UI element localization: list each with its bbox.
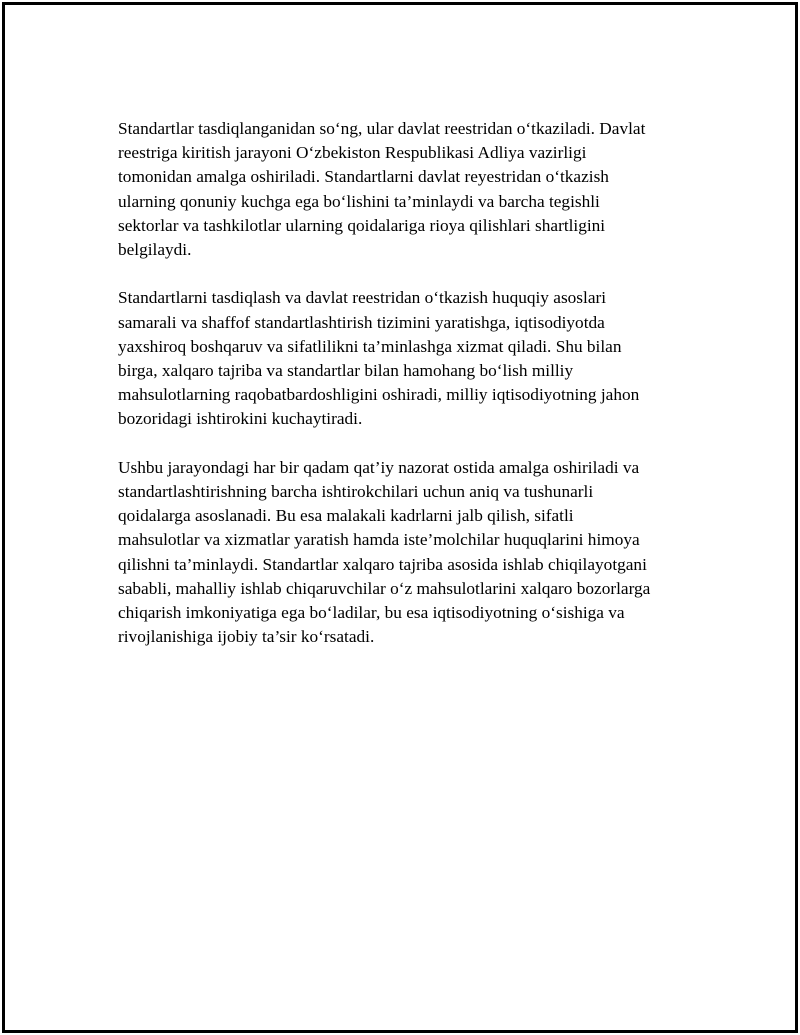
paragraph-line: Standartlarni tasdiqlash va davlat reestridan o‘tkazish huquqiy asoslari [118, 288, 607, 308]
paragraph-line: sababli, mahalliy ishlab chiqaruvchilar o‘z mahsulotlarini xalqaro bozorlarga [118, 578, 651, 598]
paragraph-line: qilishni ta’minlaydi. Standartlar xalqaro tajriba asosida ishlab chiqilayotgani [118, 554, 647, 574]
paragraph-line: ularning qonuniy kuchga ega bo‘lishini ta’minlaydi va barcha tegishli [118, 191, 600, 211]
paragraph-1 [118, 117, 698, 262]
paragraph-2 [118, 286, 698, 431]
paragraph-line: yaxshiroq boshqaruv va sifatlilikni ta’minlashga xizmat qiladi. Shu bilan [118, 336, 622, 356]
document-body [118, 117, 698, 674]
paragraph-line: belgilaydi. [118, 240, 192, 260]
paragraph-line: standartlashtirishning barcha ishtirokchilari uchun aniq va tushunarli [118, 482, 594, 502]
paragraph-line: bozoridagi ishtirokini kuchaytiradi. [118, 409, 363, 429]
paragraph-line: sektorlar va tashkilotlar ularning qoidalariga rioya qilishlari shartligini [118, 215, 606, 235]
paragraph-line: tomonidan amalga oshiriladi. Standartlarni davlat reyestridan o‘tkazish [118, 167, 609, 187]
paragraph-line: qoidalarga asoslanadi. Bu esa malakali kadrlarni jalb qilish, sifatli [118, 506, 574, 526]
paragraph-line: rivojlanishiga ijobiy ta’sir ko‘rsatadi. [118, 627, 375, 647]
paragraph-line: reestriga kiritish jarayoni O‘zbekiston Respublikasi Adliya vazirligi [118, 143, 587, 163]
paragraph-line: Standartlar tasdiqlanganidan so‘ng, ular davlat reestridan o‘tkaziladi. Davlat [118, 119, 646, 138]
paragraph-3 [118, 456, 698, 650]
paragraph-line: mahsulotlarning raqobatbardoshligini oshiradi, milliy iqtisodiyotning jahon [118, 385, 640, 405]
paragraph-line: chiqarish imkoniyatiga ega bo‘ladilar, bu esa iqtisodiyotning o‘sishiga va [118, 603, 625, 623]
paragraph-line: mahsulotlar va xizmatlar yaratish hamda iste’molchilar huquqlarini himoya [118, 530, 640, 550]
paragraph-line: Ushbu jarayondagi har bir qadam qat’iy nazorat ostida amalga oshiriladi va [118, 457, 640, 477]
paragraph-line: birga, xalqaro tajriba va standartlar bilan hamohang bo‘lish milliy [118, 361, 574, 381]
paragraph-line: samarali va shaffof standartlashtirish tizimini yaratishga, iqtisodiyotda [118, 312, 605, 332]
